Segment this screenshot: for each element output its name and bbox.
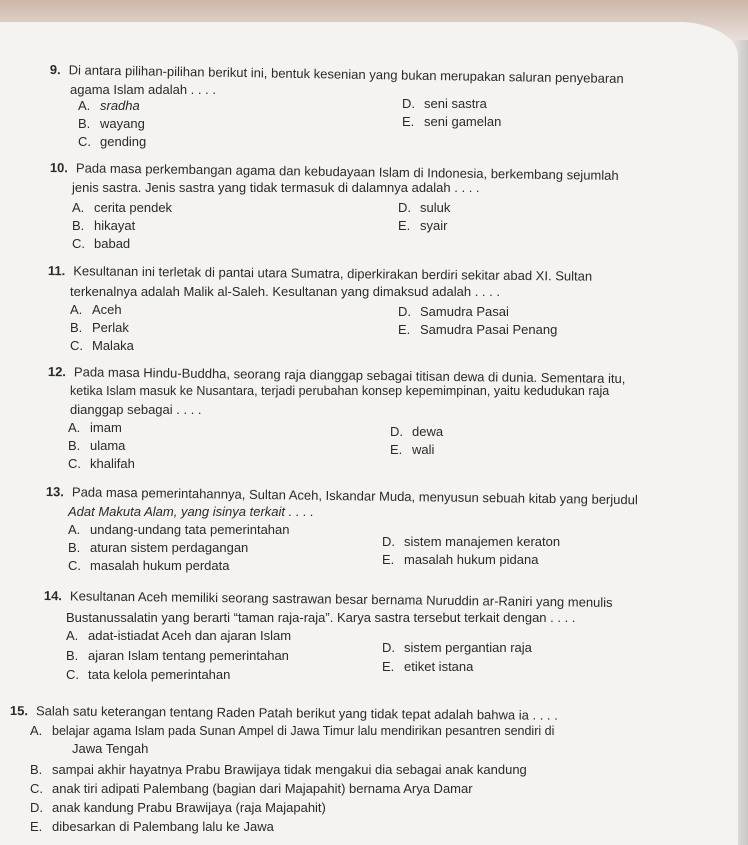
option-14a[interactable]: A. adat-istiadat Aceh dan ajaran Islam (66, 628, 292, 643)
option-13d[interactable]: D. sistem manajemen keraton (382, 534, 561, 549)
question-9-line-2: agama Islam adalah . . . . (70, 82, 216, 97)
option-9e[interactable]: E. seni gamelan (402, 114, 502, 129)
option-12c[interactable]: C. khalifah (68, 456, 135, 471)
option-12e[interactable]: E. wali (390, 442, 435, 457)
option-11e[interactable]: E. Samudra Pasai Penang (398, 322, 558, 337)
question-number: 12. (47, 364, 67, 380)
option-12a[interactable]: A. imam (68, 420, 122, 435)
option-15b[interactable]: B. sampai akhir hayatnya Prabu Brawijaya tidak mengakui dia sebagai anak kandung (30, 762, 527, 777)
option-10d[interactable]: D. suluk (398, 200, 451, 215)
question-13-line-2: Adat Makuta Alam, yang isinya terkait . . . . (68, 504, 314, 519)
option-15a[interactable]: A. belajar agama Islam pada Sunan Ampel di Jawa Timur lalu mendirikan pesantren sendiri di (30, 723, 555, 738)
question-text-line: Salah satu keterangan tentang Raden Patah berikut yang tidak tepat adalah bahwa ia . . . . (35, 703, 558, 723)
option-9b[interactable]: B. wayang (78, 116, 145, 131)
question-text-line: Di antara pilihan-pilihan berikut ini, bentuk kesenian yang bukan merupakan saluran penyebaran (68, 62, 624, 87)
question-text-line: Kesultanan Aceh memiliki seorang sastrawan besar bernama Nuruddin ar-Raniri yang menulis (69, 588, 613, 610)
question-text-line: Pada masa pemerintahannya, Sultan Aceh, Iskandar Muda, menyusun sebuah kitab yang berjudul (71, 484, 638, 508)
option-11b[interactable]: B. Perlak (70, 320, 129, 335)
option-13a[interactable]: A. undang-undang tata pemerintahan (68, 522, 290, 537)
option-12d[interactable]: D. dewa (390, 424, 444, 439)
question-text-line: Pada masa perkembangan agama dan kebudayaan Islam di Indonesia, berkembang sejumlah (75, 160, 619, 183)
option-10a[interactable]: A. cerita pendek (72, 200, 173, 215)
option-11d[interactable]: D. Samudra Pasai (398, 304, 509, 319)
option-15d[interactable]: D. anak kandung Prabu Brawijaya (raja Majapahit) (30, 800, 326, 815)
option-11c[interactable]: C. Malaka (70, 338, 134, 353)
option-15c[interactable]: C. anak tiri adipati Palembang (bagian dari Majapahit) bernama Arya Damar (30, 781, 473, 796)
question-12-line-2: ketika Islam masuk ke Nusantara, terjadi perubahan konsep kepemimpinan, yaitu kedudukan raja (70, 384, 610, 398)
question-number: 11. (47, 263, 66, 279)
question-number: 14. (43, 588, 63, 604)
question-number: 9. (49, 62, 61, 78)
option-9d[interactable]: D. seni sastra (402, 96, 487, 111)
option-14d[interactable]: D. sistem pergantian raja (382, 640, 532, 655)
option-10e[interactable]: E. syair (398, 218, 448, 233)
question-text-line: Kesultanan ini terletak di pantai utara Sumatra, diperkirakan berdiri sekitar abad XI. Sultan (73, 263, 593, 284)
question-14-line-2: Bustanussalatin yang berarti “taman raja-raja”. Karya sastra tersebut terkait dengan . . . . (66, 610, 576, 625)
option-9a[interactable]: A. sradha (78, 98, 140, 113)
question-10-line-2: jenis sastra. Jenis sastra yang tidak termasuk di dalamnya adalah . . . . (72, 180, 480, 195)
option-14c[interactable]: C. tata kelola pemerintahan (66, 667, 231, 682)
option-10c[interactable]: C. babad (72, 236, 131, 251)
option-15e[interactable]: E. dibesarkan di Palembang lalu ke Jawa (30, 819, 274, 834)
question-11-line-2: terkenalnya adalah Malik al-Saleh. Kesultanan yang dimaksud adalah . . . . (70, 284, 500, 299)
question-number: 15. (9, 703, 29, 719)
question-number: 13. (45, 484, 65, 500)
question-12-line-3: dianggap sebagai . . . . (70, 402, 202, 417)
option-14e[interactable]: E. etiket istana (382, 659, 474, 674)
option-13e[interactable]: E. masalah hukum pidana (382, 552, 539, 567)
question-number: 10. (49, 160, 69, 176)
option-13b[interactable]: B. aturan sistem perdagangan (68, 540, 249, 555)
option-11a[interactable]: A. Aceh (70, 302, 122, 317)
option-12b[interactable]: B. ulama (68, 438, 126, 453)
option-9c[interactable]: C. gending (78, 134, 147, 149)
option-13c[interactable]: C. masalah hukum perdata (68, 558, 230, 573)
option-10b[interactable]: B. hikayat (72, 218, 136, 233)
option-15a-line-2: Jawa Tengah (72, 741, 149, 756)
question-text-line: Pada masa Hindu-Buddha, seorang raja dianggap sebagai titisan dewa di dunia. Sementara itu, (73, 364, 626, 387)
option-14b[interactable]: B. ajaran Islam tentang pemerintahan (66, 648, 289, 663)
